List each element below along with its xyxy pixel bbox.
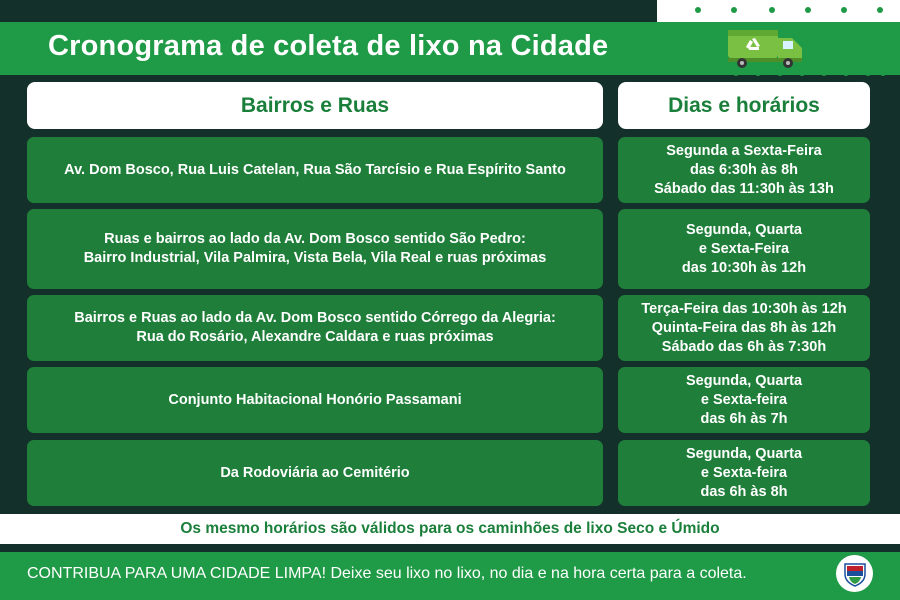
area-cell xyxy=(27,367,603,433)
dot-decoration xyxy=(731,7,737,13)
page-title: Cronograma de coleta de lixo na Cidade xyxy=(48,30,609,62)
schedule-cell xyxy=(618,295,870,361)
schedule-cell xyxy=(618,209,870,289)
column-header-schedule: Dias e horários xyxy=(618,82,870,129)
dot-decoration xyxy=(880,70,886,76)
schedule-text: Segunda, Quarta e Sexta-Feira das 10:30h às 12h xyxy=(681,221,807,276)
column-header-neighborhoods: Bairros e Ruas xyxy=(27,82,603,129)
schedule-text: Segunda, Quarta e Sexta-feira das 6h às 8h xyxy=(685,445,803,500)
area-text: Bairros e Ruas ao lado da Av. Dom Bosco sentido Córrego da Alegria: Rua do Rosário, Alexandre Caldara e ruas próximas xyxy=(74,310,556,345)
dot-decoration xyxy=(777,70,783,76)
dot-decoration xyxy=(841,7,847,13)
dot-decoration xyxy=(877,7,883,13)
area-cell xyxy=(27,295,603,361)
area-cell xyxy=(27,209,603,289)
dot-decoration xyxy=(769,7,775,13)
area-cell xyxy=(27,440,603,506)
area-text: Da Rodoviária ao Cemitério xyxy=(220,464,410,481)
dot-decoration xyxy=(805,7,811,13)
dot-decoration xyxy=(843,70,849,76)
city-coat-of-arms-icon xyxy=(836,555,873,592)
schedule-cell xyxy=(618,367,870,433)
area-text: Ruas e bairros ao lado da Av. Dom Bosco sentido São Pedro: Bairro Industrial, Vila Palmira, Vista Bela, Vila Real e ruas próximas xyxy=(83,231,547,266)
area-text: Av. Dom Bosco, Rua Luis Catelan, Rua São Tarcísio e Rua Espírito Santo xyxy=(64,161,566,178)
schedule-text: Segunda, Quarta e Sexta-feira das 6h às 7h xyxy=(685,372,803,427)
schedule-cell xyxy=(618,137,870,203)
dot-decoration xyxy=(733,70,739,76)
area-cell xyxy=(27,137,603,203)
dot-decoration xyxy=(865,70,871,76)
footer-banner xyxy=(0,552,900,600)
area-text: Conjunto Habitacional Honório Passamani xyxy=(168,391,462,408)
schedule-text: Terça-Feira das 10:30h às 12h Quinta-Feira das 8h às 12h Sábado das 6h às 7:30h xyxy=(641,300,847,355)
garbage-truck-recycling-icon xyxy=(726,26,806,70)
note-bar: Os mesmo horários são válidos para os caminhões de lixo Seco e Úmido xyxy=(0,514,900,544)
dot-decoration xyxy=(695,7,701,13)
decorative-dots-box xyxy=(657,0,900,22)
dot-decoration xyxy=(755,70,761,76)
schedule-cell xyxy=(618,440,870,506)
schedule-text: Segunda a Sexta-Feira das 6:30h às 8h Sábado das 11:30h às 13h xyxy=(654,142,834,197)
dot-decoration xyxy=(799,70,805,76)
footer-cta-text: CONTRIBUA PARA UMA CIDADE LIMPA! Deixe seu lixo no lixo, no dia e na hora certa para a coleta. xyxy=(27,565,747,582)
dot-decoration xyxy=(821,70,827,76)
